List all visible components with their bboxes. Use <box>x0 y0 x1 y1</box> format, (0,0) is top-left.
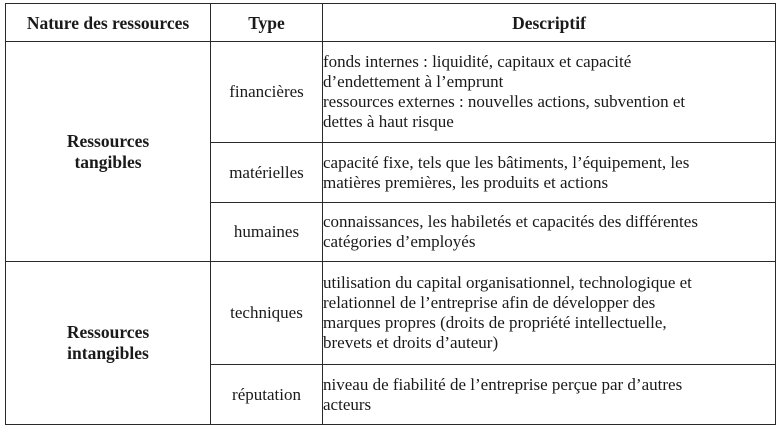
nature-label-line: Ressources <box>66 322 150 342</box>
table-row <box>6 42 776 143</box>
header-descriptif: Descriptif <box>323 4 776 42</box>
description-cell <box>323 365 776 425</box>
description-line: utilisation du capital organisationnel, technologique et <box>323 273 692 292</box>
nature-cell-tangibles <box>6 42 211 262</box>
nature-label-line: tangibles <box>74 151 142 172</box>
description-line: matières premières, les produits et actions <box>323 172 609 192</box>
description-line: acteurs <box>323 394 372 414</box>
description-line: brevets et droits d’auteur) <box>323 333 499 352</box>
table-header-row <box>6 4 776 42</box>
type-cell: financières <box>211 42 323 143</box>
description-cell <box>323 42 776 143</box>
header-type: Type <box>211 4 323 42</box>
table-row <box>6 262 776 365</box>
nature-cell-intangibles <box>6 262 211 425</box>
description-line: relationnel de l’entreprise afin de développer des <box>323 293 656 312</box>
header-nature: Nature des ressources <box>6 4 211 42</box>
description-line: connaissances, les habiletés et capacités des différentes <box>323 212 698 231</box>
description-line: capacité fixe, tels que les bâtiments, l’équipement, les <box>323 152 690 172</box>
nature-label-line: Ressources <box>66 130 150 151</box>
description-line: ressources externes : nouvelles actions, subvention et <box>323 92 686 111</box>
description-cell <box>323 203 776 262</box>
type-cell: réputation <box>211 365 323 425</box>
description-line: dettes à haut risque <box>323 112 454 131</box>
description-cell <box>323 262 776 365</box>
type-cell: techniques <box>211 262 323 365</box>
description-line: marques propres (droits de propriété intellectuelle, <box>323 313 667 332</box>
description-line: fonds internes : liquidité, capitaux et capacité <box>323 52 632 71</box>
description-line: d’endettement à l’emprunt <box>323 72 504 91</box>
description-line: niveau de fiabilité de l’entreprise perçue par d’autres <box>323 374 683 394</box>
description-cell <box>323 143 776 203</box>
nature-label-line: intangibles <box>67 343 149 363</box>
resources-table <box>5 3 776 425</box>
description-line: catégories d’employés <box>323 232 476 251</box>
type-cell: humaines <box>211 203 323 262</box>
type-cell: matérielles <box>211 143 323 203</box>
